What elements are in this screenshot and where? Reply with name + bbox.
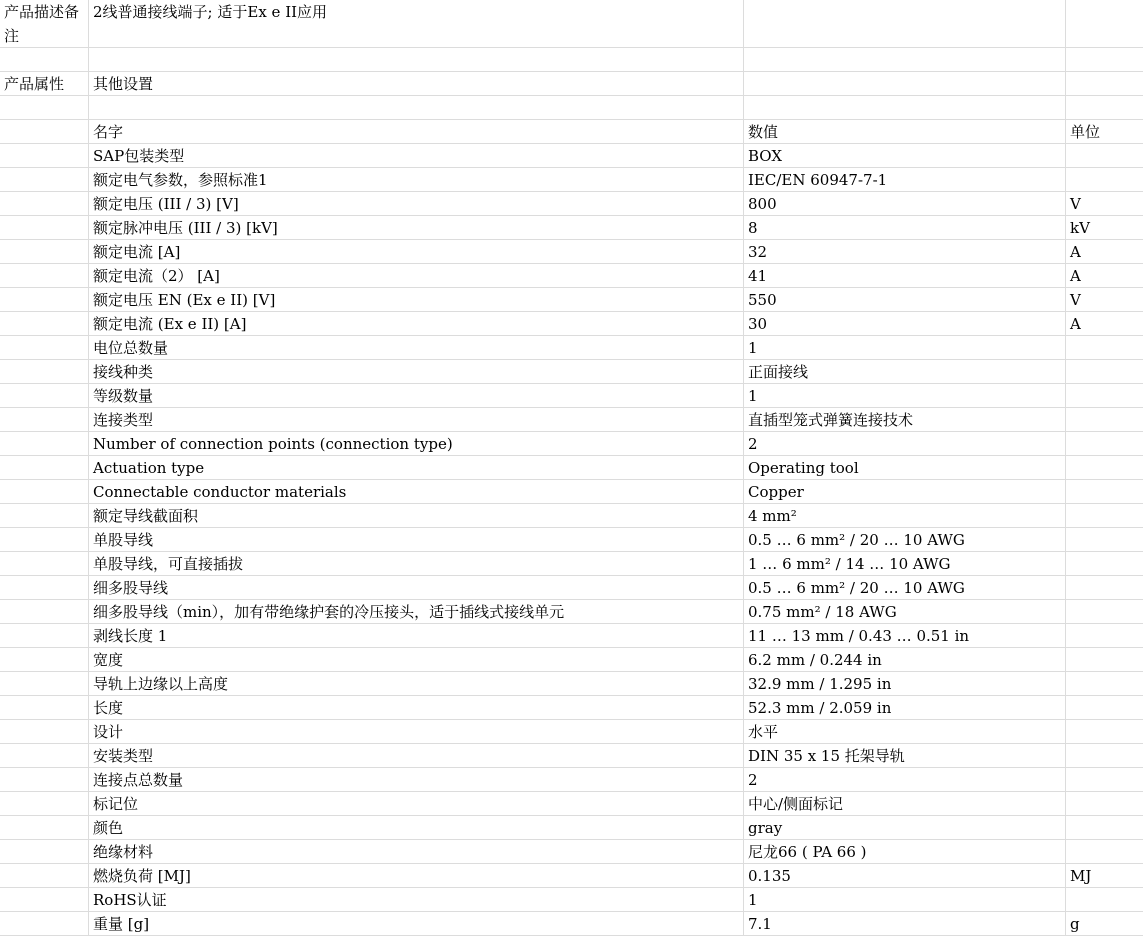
row-name-cell[interactable]: 设计 <box>89 720 744 743</box>
row-name-cell[interactable]: 宽度 <box>89 648 744 671</box>
attributes-label-cell[interactable]: 产品属性 <box>0 72 89 95</box>
table-row <box>0 312 1143 336</box>
table-row <box>0 336 1143 360</box>
row-name-cell[interactable]: 电位总数量 <box>89 336 744 359</box>
row-name-cell[interactable]: Number of connection points (connection type) <box>89 432 744 455</box>
empty-cell[interactable] <box>0 360 89 383</box>
row-value-cell[interactable]: 800 <box>744 192 1066 215</box>
row-name-cell[interactable]: 等级数量 <box>89 384 744 407</box>
row-name-cell[interactable]: 重量 [g] <box>89 912 744 935</box>
row-value-cell[interactable]: 7.1 <box>744 912 1066 935</box>
row-name-cell[interactable]: 长度 <box>89 696 744 719</box>
row-unit-cell[interactable]: V <box>1070 291 1081 309</box>
row-value-cell[interactable]: 30 <box>744 312 1066 335</box>
empty-cell[interactable] <box>0 744 89 767</box>
empty-cell[interactable] <box>0 192 89 215</box>
empty-cell[interactable] <box>744 96 1066 119</box>
empty-cell[interactable] <box>0 648 89 671</box>
empty-cell[interactable] <box>0 768 89 791</box>
row-value-cell[interactable]: Copper <box>744 480 1066 503</box>
row-name-cell[interactable]: Actuation type <box>89 456 744 479</box>
header-name-cell[interactable]: 名字 <box>89 120 744 143</box>
row-name-cell[interactable]: 额定电流（2） [A] <box>89 264 744 287</box>
table-row <box>0 192 1143 216</box>
empty-cell[interactable] <box>0 48 89 71</box>
row-value-cell[interactable]: 2 <box>744 432 1066 455</box>
attributes-row <box>0 72 1143 96</box>
row-name-cell[interactable]: 额定电压 EN (Ex e II) [V] <box>89 288 744 311</box>
row-value-cell[interactable]: 1 <box>744 888 1066 911</box>
row-unit-cell[interactable] <box>1066 336 1143 359</box>
empty-cell[interactable] <box>1066 48 1143 71</box>
row-name-cell[interactable]: 接线种类 <box>89 360 744 383</box>
table-row <box>0 696 1143 720</box>
row-value-cell[interactable]: 2 <box>744 768 1066 791</box>
row-value-cell[interactable]: 32 <box>744 240 1066 263</box>
row-value-cell[interactable]: 尼龙66 ( PA 66 ) <box>744 840 1066 863</box>
empty-cell[interactable] <box>0 144 89 167</box>
table-row <box>0 528 1143 552</box>
row-value-cell[interactable]: 0.135 <box>744 864 1066 887</box>
empty-cell[interactable] <box>0 408 89 431</box>
row-value-cell[interactable]: IEC/EN 60947-7-1 <box>744 168 1066 191</box>
empty-cell[interactable] <box>0 840 89 863</box>
table-row <box>0 552 1143 576</box>
empty-cell[interactable] <box>0 528 89 551</box>
empty-cell[interactable] <box>1066 96 1143 119</box>
table-row <box>0 240 1143 264</box>
row-unit-cell[interactable] <box>1066 144 1143 167</box>
row-name-cell[interactable]: 导轨上边缘以上高度 <box>89 672 744 695</box>
row-value-cell[interactable]: 32.9 mm / 1.295 in <box>744 672 1066 695</box>
row-name-cell[interactable]: 额定导线截面积 <box>89 504 744 527</box>
row-value-cell[interactable]: 8 <box>744 216 1066 239</box>
empty-cell[interactable] <box>0 816 89 839</box>
row-unit-cell[interactable] <box>1066 384 1143 407</box>
row-unit-cell[interactable]: kV <box>1070 219 1090 237</box>
empty-cell[interactable] <box>0 696 89 719</box>
row-value-cell[interactable]: 6.2 mm / 0.244 in <box>744 648 1066 671</box>
row-unit-cell[interactable] <box>1066 888 1143 911</box>
empty-cell[interactable] <box>0 96 89 119</box>
table-row <box>0 600 1143 624</box>
row-unit-cell[interactable] <box>1066 840 1143 863</box>
table-row <box>0 288 1143 312</box>
row-value-cell[interactable]: 0.75 mm² / 18 AWG <box>744 600 1066 623</box>
empty-cell[interactable] <box>0 720 89 743</box>
empty-cell[interactable] <box>0 552 89 575</box>
empty-cell[interactable] <box>89 48 744 71</box>
table-row <box>0 864 1143 888</box>
row-value-cell[interactable]: 41 <box>744 264 1066 287</box>
empty-cell[interactable] <box>744 48 1066 71</box>
row-unit-cell[interactable]: MJ <box>1070 867 1092 885</box>
table-row <box>0 672 1143 696</box>
empty-cell[interactable] <box>0 216 89 239</box>
header-unit-cell[interactable]: 单位 <box>1070 123 1101 141</box>
row-name-cell[interactable]: 绝缘材料 <box>89 840 744 863</box>
row-value-cell[interactable]: 52.3 mm / 2.059 in <box>744 696 1066 719</box>
row-value-cell[interactable]: 0.5 … 6 mm² / 20 … 10 AWG <box>744 576 1066 599</box>
row-unit-cell[interactable] <box>1066 552 1143 575</box>
empty-cell[interactable] <box>0 600 89 623</box>
row-value-cell[interactable]: DIN 35 x 15 托架导轨 <box>744 744 1066 767</box>
row-value-cell[interactable]: Operating tool <box>744 456 1066 479</box>
row-value-cell[interactable]: 4 mm² <box>744 504 1066 527</box>
table-row <box>0 840 1143 864</box>
empty-cell[interactable] <box>0 264 89 287</box>
empty-cell[interactable] <box>1066 72 1143 95</box>
row-unit-cell[interactable] <box>1066 360 1143 383</box>
row-value-cell[interactable]: 水平 <box>744 720 1066 743</box>
header-value-cell[interactable]: 数值 <box>744 120 1066 143</box>
empty-cell[interactable] <box>0 504 89 527</box>
table-row <box>0 576 1143 600</box>
row-unit-cell[interactable] <box>1066 792 1143 815</box>
table-row <box>0 648 1143 672</box>
row-unit-cell[interactable]: V <box>1070 195 1081 213</box>
empty-cell[interactable] <box>0 624 89 647</box>
row-name-cell[interactable]: 连接点总数量 <box>89 768 744 791</box>
row-unit-cell[interactable] <box>1066 600 1143 623</box>
row-value-cell[interactable]: 直插型笼式弹簧连接技术 <box>744 408 1066 431</box>
row-unit-cell[interactable] <box>1066 504 1143 527</box>
row-name-cell[interactable]: 额定电流 (Ex e II) [A] <box>89 312 744 335</box>
row-unit-cell[interactable] <box>1066 408 1143 431</box>
row-value-cell[interactable]: 正面接线 <box>744 360 1066 383</box>
row-unit-cell[interactable] <box>1066 744 1143 767</box>
empty-cell[interactable] <box>0 240 89 263</box>
table-row <box>0 792 1143 816</box>
row-name-cell[interactable]: SAP包装类型 <box>89 144 744 167</box>
row-name-cell[interactable]: 额定脉冲电压 (III / 3) [kV] <box>89 216 744 239</box>
table-row <box>0 456 1143 480</box>
row-unit-cell[interactable] <box>1066 168 1143 191</box>
row-unit-cell[interactable] <box>1066 576 1143 599</box>
row-value-cell[interactable]: gray <box>744 816 1066 839</box>
table-row <box>0 216 1143 240</box>
row-name-cell[interactable]: 剥线长度 1 <box>89 624 744 647</box>
row-unit-cell[interactable] <box>1066 816 1143 839</box>
empty-cell[interactable] <box>0 432 89 455</box>
empty-cell[interactable] <box>0 336 89 359</box>
empty-cell[interactable] <box>0 576 89 599</box>
row-name-cell[interactable]: 额定电气参数，参照标准1 <box>89 168 744 191</box>
row-name-cell[interactable]: 安装类型 <box>89 744 744 767</box>
row-name-cell[interactable]: 连接类型 <box>89 408 744 431</box>
row-name-cell[interactable]: 额定电压 (III / 3) [V] <box>89 192 744 215</box>
empty-cell[interactable] <box>0 888 89 911</box>
empty-cell[interactable] <box>0 864 89 887</box>
row-name-cell[interactable]: 细多股导线（min），加有带绝缘护套的冷压接头，适于插线式接线单元 <box>89 600 744 623</box>
row-unit-cell[interactable] <box>1066 432 1143 455</box>
row-name-cell[interactable]: 额定电流 [A] <box>89 240 744 263</box>
empty-cell[interactable] <box>0 456 89 479</box>
table-row <box>0 816 1143 840</box>
empty-cell[interactable] <box>0 168 89 191</box>
empty-cell[interactable] <box>0 792 89 815</box>
table-row <box>0 408 1143 432</box>
table-row <box>0 168 1143 192</box>
empty-cell[interactable] <box>1066 0 1143 47</box>
table-row <box>0 480 1143 504</box>
row-name-cell[interactable]: Connectable conductor materials <box>89 480 744 503</box>
row-name-cell[interactable]: 单股导线，可直接插拔 <box>89 552 744 575</box>
row-unit-cell[interactable] <box>1066 456 1143 479</box>
row-unit-cell[interactable] <box>1066 648 1143 671</box>
row-unit-cell[interactable]: g <box>1070 915 1080 933</box>
row-name-cell[interactable]: RoHS认证 <box>89 888 744 911</box>
table-row <box>0 768 1143 792</box>
row-value-cell[interactable]: BOX <box>744 144 1066 167</box>
table-row <box>0 624 1143 648</box>
empty-cell[interactable] <box>0 120 89 143</box>
table-row <box>0 504 1143 528</box>
empty-cell[interactable] <box>0 288 89 311</box>
row-value-cell[interactable]: 1 <box>744 336 1066 359</box>
table-row <box>0 720 1143 744</box>
attributes-value-cell[interactable]: 其他设置 <box>89 72 744 95</box>
row-value-cell[interactable]: 1 … 6 mm² / 14 … 10 AWG <box>744 552 1066 575</box>
row-value-cell[interactable]: 11 … 13 mm / 0.43 … 0.51 in <box>744 624 1066 647</box>
row-name-cell[interactable]: 单股导线 <box>89 528 744 551</box>
row-name-cell[interactable]: 颜色 <box>89 816 744 839</box>
row-unit-cell[interactable] <box>1066 672 1143 695</box>
empty-cell[interactable] <box>0 912 89 935</box>
table-row <box>0 912 1143 936</box>
description-row <box>0 0 1143 48</box>
table-row <box>0 432 1143 456</box>
row-unit-cell[interactable] <box>1066 768 1143 791</box>
empty-cell[interactable] <box>0 480 89 503</box>
table-row <box>0 264 1143 288</box>
description-label-cell[interactable]: 产品描述备注 <box>0 0 89 47</box>
row-value-cell[interactable]: 0.5 … 6 mm² / 20 … 10 AWG <box>744 528 1066 551</box>
row-name-cell[interactable]: 燃烧负荷 [MJ] <box>89 864 744 887</box>
empty-cell[interactable] <box>0 312 89 335</box>
row-unit-cell[interactable] <box>1066 624 1143 647</box>
row-unit-cell[interactable] <box>1066 696 1143 719</box>
table-row <box>0 360 1143 384</box>
row-value-cell[interactable]: 中心/侧面标记 <box>744 792 1066 815</box>
empty-cell[interactable] <box>0 384 89 407</box>
row-name-cell[interactable]: 细多股导线 <box>89 576 744 599</box>
row-unit-cell[interactable] <box>1066 720 1143 743</box>
spacer-row <box>0 48 1143 72</box>
spacer-row <box>0 96 1143 120</box>
row-unit-cell[interactable] <box>1066 480 1143 503</box>
row-unit-cell[interactable]: A <box>1070 243 1081 261</box>
table-row <box>0 384 1143 408</box>
table-row <box>0 144 1143 168</box>
header-row <box>0 120 1143 144</box>
row-unit-cell[interactable]: A <box>1070 267 1081 285</box>
empty-cell[interactable] <box>744 72 1066 95</box>
table-row <box>0 888 1143 912</box>
row-value-cell[interactable]: 550 <box>744 288 1066 311</box>
table-row <box>0 744 1143 768</box>
row-unit-cell[interactable] <box>1066 528 1143 551</box>
row-name-cell[interactable]: 标记位 <box>89 792 744 815</box>
empty-cell[interactable] <box>744 0 1066 47</box>
data-rows <box>0 144 1143 936</box>
empty-cell[interactable] <box>0 672 89 695</box>
row-value-cell[interactable]: 1 <box>744 384 1066 407</box>
row-unit-cell[interactable]: A <box>1070 315 1081 333</box>
description-value-cell[interactable]: 2线普通接线端子; 适于Ex e II应用 <box>89 0 744 47</box>
empty-cell[interactable] <box>89 96 744 119</box>
